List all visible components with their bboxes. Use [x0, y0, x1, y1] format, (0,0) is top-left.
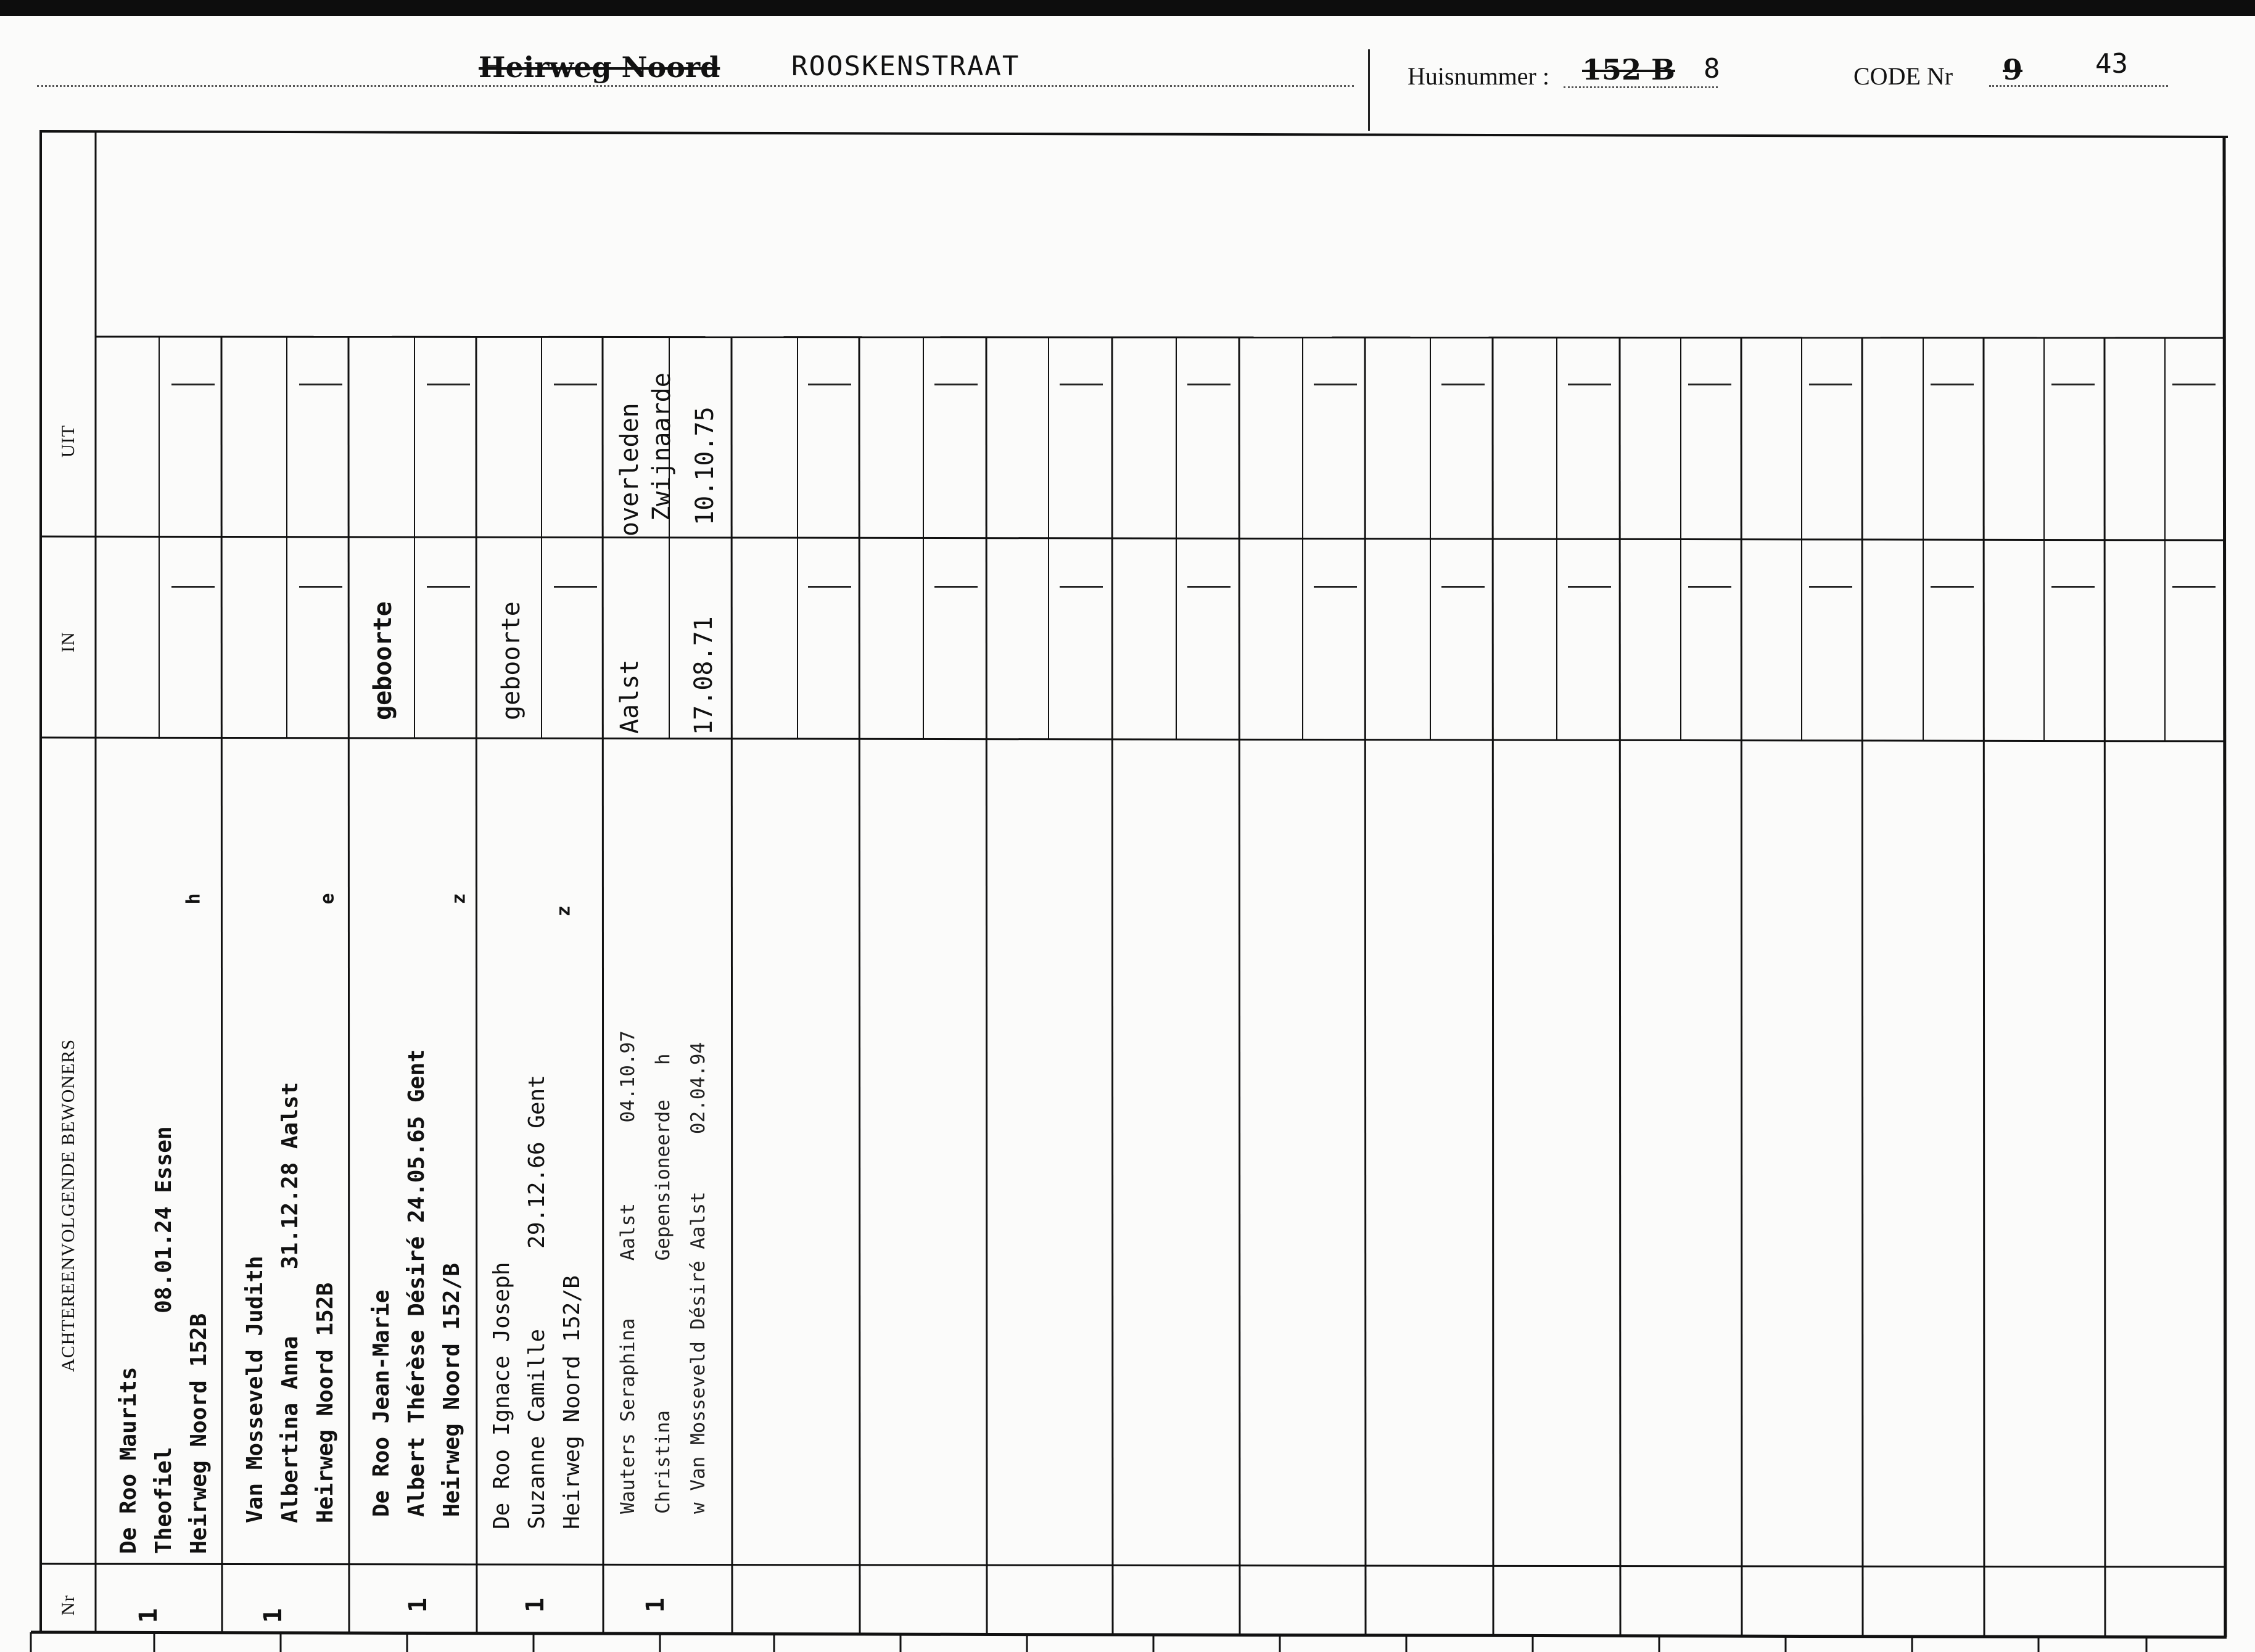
resident-line: Christina Gepensioneerde h: [652, 1053, 674, 1514]
resident-text: [364, 1049, 469, 1517]
entry-number: 1: [134, 1608, 163, 1623]
dash: [299, 384, 342, 385]
huisnummer-label: Huisnummer :: [1408, 62, 1549, 90]
dash: [1314, 384, 1357, 385]
dash: [1809, 384, 1852, 385]
dash: [1688, 384, 1731, 385]
dash: [554, 586, 597, 588]
dash: [1187, 384, 1231, 385]
resident-text: [111, 1126, 216, 1554]
huisnummer-old: 152 B: [1582, 53, 1675, 86]
dash: [1568, 586, 1611, 588]
uit-date: 10.10.75: [691, 406, 719, 525]
dash: [1060, 384, 1103, 385]
dash: [2051, 586, 2095, 588]
row-label-in: IN: [58, 631, 78, 652]
in-place: Aalst: [616, 659, 644, 734]
dash: [427, 586, 470, 588]
in-date: 17.08.71: [690, 616, 718, 735]
row-label-nr: Nr: [58, 1595, 78, 1616]
row-label-bewoners: ACHTEREENVOLGENDE BEWONERS: [58, 1038, 78, 1372]
code-old: 9: [2003, 53, 2023, 86]
uit-reason: overleden: [616, 403, 644, 536]
resident-line: Wauters Seraphina Aalst 04.10.97: [617, 1030, 639, 1514]
dash: [1060, 586, 1103, 588]
resident-text: [237, 1082, 343, 1523]
dash: [554, 384, 597, 385]
dash: [1688, 586, 1731, 588]
resident-line: Theofiel 08.01.24 Essen: [151, 1126, 176, 1554]
resident-line: Heirweg Noord 152B: [186, 1313, 212, 1554]
dash: [1441, 384, 1485, 385]
street-name-new: ROOSKENSTRAAT: [791, 51, 1020, 82]
gender-marker: e: [316, 893, 339, 905]
resident-line: Albert Thérèse Désiré 24.05.65 Gent: [404, 1049, 429, 1517]
entry-number: 1: [259, 1608, 287, 1623]
dash: [427, 384, 470, 385]
resident-line: De Roo Jean-Marie: [369, 1289, 394, 1517]
in-value: geboorte: [369, 601, 397, 720]
resident-line: Heirweg Noord 152B: [313, 1282, 338, 1523]
gender-marker: z: [448, 893, 470, 905]
dash: [171, 384, 215, 385]
dash: [934, 586, 978, 588]
dash: [934, 384, 978, 385]
resident-line: Heirweg Noord 152/B: [559, 1275, 585, 1529]
street-name-old: Heirweg Noord: [479, 51, 720, 84]
dash: [1314, 586, 1357, 588]
dash: [171, 586, 215, 588]
dash: [808, 586, 851, 588]
uit-place: Zwijnaarde: [648, 372, 676, 521]
row-label-uit: UIT: [58, 425, 78, 458]
entry-number: 1: [404, 1597, 432, 1613]
entry-number: 1: [521, 1597, 550, 1613]
dash: [2172, 384, 2216, 385]
resident-text: [484, 1075, 590, 1529]
resident-line: Heirweg Noord 152/B: [439, 1263, 464, 1517]
resident-line: De Roo Maurits: [116, 1366, 141, 1554]
resident-line: De Roo Ignace Joseph: [489, 1262, 514, 1529]
in-value: geboorte: [497, 601, 526, 720]
resident-line: Suzanne Camille 29.12.66 Gent: [524, 1075, 550, 1529]
dash: [1931, 586, 1974, 588]
dash: [1568, 384, 1611, 385]
resident-line: Van Mosseveld Judith: [242, 1255, 268, 1523]
code-label: CODE Nr: [1853, 62, 1953, 90]
entry-number: 1: [641, 1597, 670, 1613]
dash: [2172, 586, 2216, 588]
huisnummer-new: 8: [1704, 53, 1720, 84]
dash: [1809, 586, 1852, 588]
dash: [299, 586, 342, 588]
resident-line: w Van Mosseveld Désiré Aalst 02.04.94: [687, 1042, 709, 1514]
code-new: 43: [2095, 48, 2128, 80]
dash: [2051, 384, 2095, 385]
dash: [808, 384, 851, 385]
dash: [1187, 586, 1231, 588]
resident-text: [611, 1030, 716, 1514]
gender-marker: h: [183, 893, 205, 905]
dash: [1441, 586, 1485, 588]
resident-line: Albertina Anna 31.12.28 Aalst: [278, 1082, 303, 1523]
dash: [1931, 384, 1974, 385]
gender-marker: z: [553, 905, 575, 917]
